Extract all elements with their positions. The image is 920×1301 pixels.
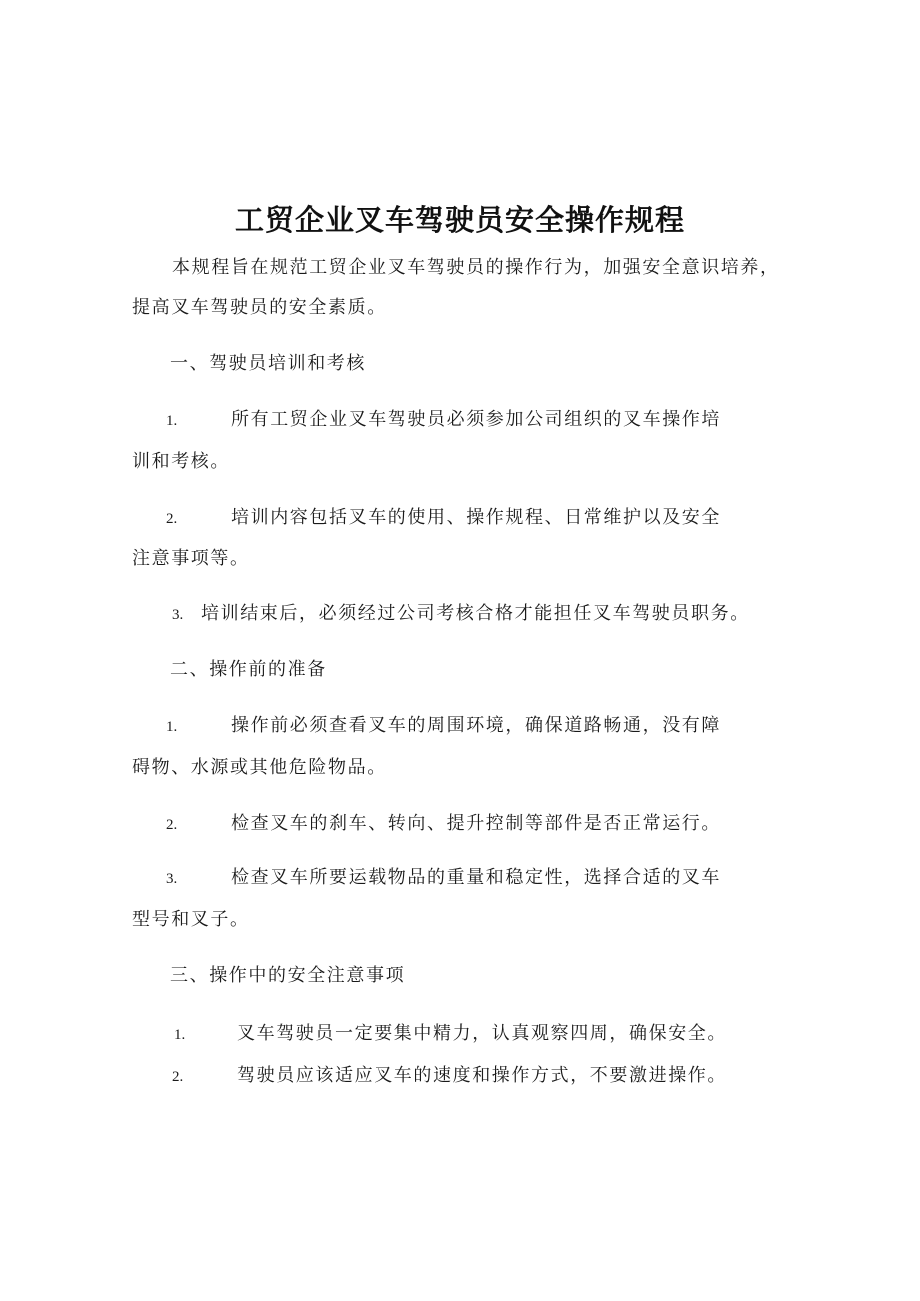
list-item-text-cont: 训和考核。 (132, 451, 230, 472)
list-item-text: 检查叉车所要运载物品的重量和稳定性，选择合适的叉车 (231, 867, 721, 888)
list-item-number: 1. (174, 1027, 186, 1043)
list-item-text: 所有工贸企业叉车驾驶员必须参加公司组织的叉车操作培 (231, 409, 721, 430)
list-item-text: 叉车驾驶员一定要集中精力，认真观察四周，确保安全。 (237, 1023, 727, 1044)
document-title: 工贸企业叉车驾驶员安全操作规程 (234, 203, 685, 237)
list-item-number: 2. (166, 817, 178, 833)
section-heading: 一、驾驶员培训和考核 (170, 353, 366, 374)
list-item-text: 驾驶员应该适应叉车的速度和操作方式，不要激进操作。 (237, 1065, 727, 1086)
list-item-number: 2. (172, 1069, 184, 1085)
list-item-text: 操作前必须查看叉车的周围环境，确保道路畅通，没有障 (231, 715, 721, 736)
list-item-text-cont: 碍物、水源或其他危险物品。 (132, 757, 387, 778)
intro-line-1: 本规程旨在规范工贸企业叉车驾驶员的操作行为，加强安全意识培养， (172, 257, 780, 278)
list-item-text-cont: 注意事项等。 (132, 548, 250, 569)
list-item-number: 3. (166, 871, 178, 887)
list-item-number: 2. (166, 511, 178, 527)
list-item-number: 1. (166, 413, 178, 429)
list-item-number: 1. (166, 719, 178, 735)
list-item-text: 培训结束后，必须经过公司考核合格才能担任叉车驾驶员职务。 (201, 603, 750, 624)
list-item-text: 检查叉车的刹车、转向、提升控制等部件是否正常运行。 (231, 813, 721, 834)
list-item-number: 3. (172, 607, 184, 623)
section-heading: 二、操作前的准备 (170, 659, 327, 680)
list-item-text: 培训内容包括叉车的使用、操作规程、日常维护以及安全 (231, 507, 721, 528)
intro-line-2: 提高叉车驾驶员的安全素质。 (132, 297, 387, 318)
section-heading: 三、操作中的安全注意事项 (170, 965, 406, 986)
list-item-text-cont: 型号和叉子。 (132, 909, 250, 930)
